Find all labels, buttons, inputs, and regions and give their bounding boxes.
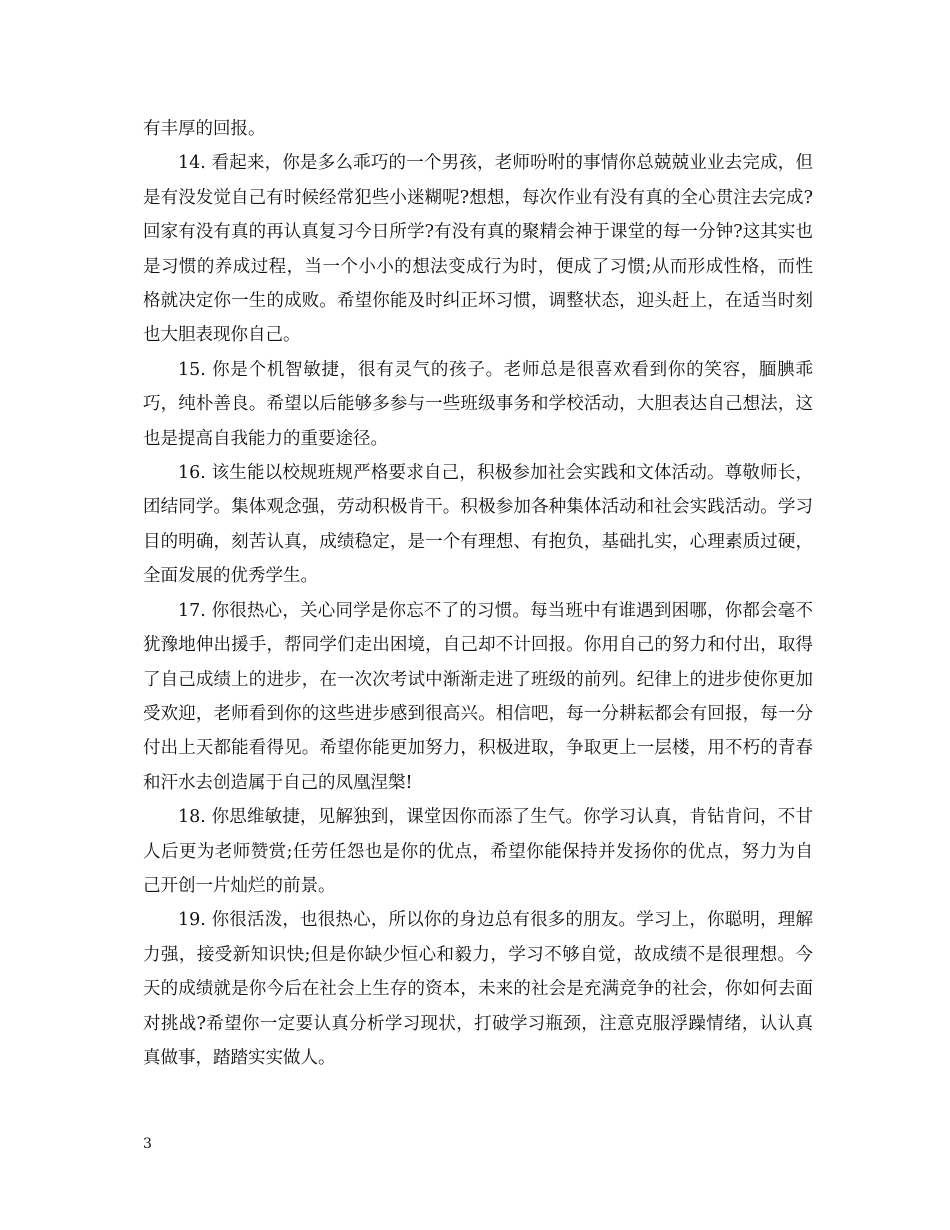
- paragraph-comment-18: 18. 你思维敏捷，见解独到，课堂因你而添了生气。你学习认真，肯钻肯问，不甘人后更为老师赞赏;任劳任怨也是你的优点，希望你能保持并发扬你的优点，努力为自己开创一片灿烂的前景。: [143, 807, 813, 896]
- paragraph-comment-15: 15. 你是个机智敏捷，很有灵气的孩子。老师总是很喜欢看到你的笑容，腼腆乖巧，纯朴善良。希望以后能够多参与一些班级事务和学校活动，大胆表达自己想法，这也是提高自我能力的重要途径。: [143, 359, 813, 449]
- paragraph-comment-19: 19. 你很活泼，也很热心，所以你的身边总有很多的朋友。学习上，你聪明，理解力强，接受新知识快;但是你缺少恒心和毅力，学习不够自觉，故成绩不是很理想。今天的成绩就是你今后在社会上生存的资本，未来的社会是充满竞争的社会，你如何去面对挑战?希望你一定要认真分析学习现状，打破学习瓶颈，注意克服浮躁情绪，认认真真做事，踏踏实实做人。: [143, 910, 813, 1068]
- document-body: [143, 112, 813, 1075]
- paragraph-comment-17: 17. 你很热心，关心同学是你忘不了的习惯。每当班中有谁遇到困哪，你都会毫不犹豫地伸出援手，帮同学们走出困境，自己却不计回报。你用自己的努力和付出，取得了自己成绩上的进步，在一次次考试中渐渐走进了班级的前列。纪律上的进步使你更加受欢迎，老师看到你的这些进步感到很高兴。相信吧，每一分耕耘都会有回报，每一分付出上天都能看得见。希望你能更加努力，积极进取，争取更上一层楼，用不朽的青春和汗水去创造属于自己的凤凰涅槃!: [143, 600, 813, 793]
- page-number: 3: [143, 1136, 152, 1152]
- paragraph-comment-14: 14. 看起来，你是多么乖巧的一个男孩，老师吩咐的事情你总兢兢业业去完成，但是有没发觉自己有时候经常犯些小迷糊呢?想想，每次作业有没有真的全心贯注去完成?回家有没有真的再认真复习今日所学?有没有真的聚精会神于课堂的每一分钟?这其实也是习惯的养成过程，当一个小小的想法变成行为时，便成了习惯;从而形成性格，而性格就决定你一生的成败。希望你能及时纠正坏习惯，调整状态，迎头赶上，在适当时刻也大胆表现你自己。: [143, 153, 813, 346]
- paragraph-comment-16: 16. 该生能以校规班规严格要求自己，积极参加社会实践和文体活动。尊敬师长，团结同学。集体观念强，劳动积极肯干。积极参加各种集体活动和社会实践活动。学习目的明确，刻苦认真，成绩稳定，是一个有理想、有抱负，基础扎实，心理素质过硬，全面发展的优秀学生。: [143, 463, 813, 587]
- paragraph-continuation: 有丰厚的回报。: [143, 119, 266, 139]
